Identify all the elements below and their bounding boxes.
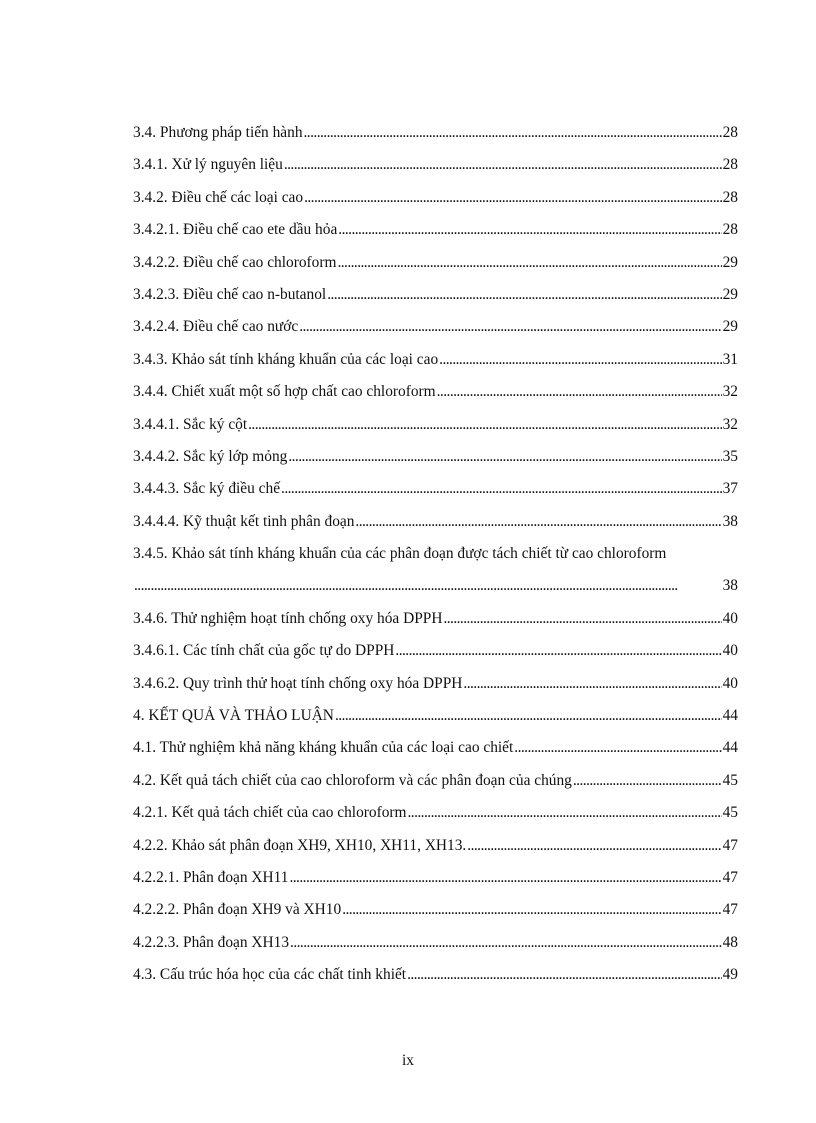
- toc-entry-page: 32: [722, 415, 738, 433]
- toc-leader-dots: [395, 635, 721, 667]
- toc-entry-page: 28: [722, 156, 738, 174]
- toc-entry[interactable]: [133, 668, 738, 700]
- toc-entry-label: 3.4.4.4. Kỹ thuật kết tinh phân đoạn: [133, 512, 355, 530]
- toc-entry[interactable]: [133, 311, 738, 343]
- toc-leader-dots: [281, 473, 722, 505]
- toc-entry-label: 4.2.2.1. Phân đoạn XH11: [133, 868, 289, 886]
- toc-entry-label: 3.4.6. Thử nghiệm hoạt tính chống oxy hóa DPPH: [133, 609, 443, 627]
- toc-entry-label: 4.3. Cấu trúc hóa học của các chất tinh khiết: [133, 966, 407, 984]
- toc-entry-label: 3.4.6.2. Quy trình thử hoạt tính chống oxy hóa DPPH: [133, 674, 463, 692]
- toc-entry-label: 4.2.1. Kết quả tách chiết của cao chloroform: [133, 804, 407, 822]
- toc-entry[interactable]: [133, 441, 738, 473]
- toc-entry-label: 3.4.2. Điều chế các loại cao: [133, 188, 304, 206]
- toc-leader-dots: [248, 409, 721, 441]
- toc-entry-label: 3.4.5. Khảo sát tính kháng khuẩn của các phân đoạn được tách chiết từ cao chloroform: [133, 545, 667, 563]
- toc-entry-page: 47: [722, 901, 738, 919]
- toc-entry-label: 3.4.2.4. Điều chế cao nước: [133, 318, 299, 336]
- toc-entry-label: 3.4.4.2. Sắc ký lớp mỏng: [133, 447, 288, 465]
- toc-leader-dots: [467, 830, 721, 862]
- toc-entry-page: 48: [722, 933, 738, 951]
- toc-entry[interactable]: [133, 247, 738, 279]
- toc-leader-dots: [338, 214, 721, 246]
- toc-leader-dots: [443, 603, 721, 635]
- toc-entry-label: 3.4. Phương pháp tiến hành: [133, 124, 303, 141]
- toc-entry[interactable]: [133, 797, 738, 829]
- toc-leader-dots: [342, 894, 721, 926]
- toc-leader-dots: [439, 344, 721, 376]
- toc-entry-label: 3.4.2.2. Điều chế cao chloroform: [133, 253, 337, 271]
- toc-leader-dots: [290, 927, 722, 959]
- toc-entry[interactable]: [133, 376, 738, 408]
- toc-entry-label: 3.4.4.3. Sắc ký điều chế: [133, 480, 281, 498]
- toc-entry[interactable]: [133, 927, 738, 959]
- toc-entry-page: 37: [722, 480, 738, 498]
- toc-entry-label: 4. KẾT QUẢ VÀ THẢO LUẬN: [133, 707, 334, 725]
- toc-entry[interactable]: [133, 149, 738, 181]
- toc-entry-page: 31: [722, 350, 738, 368]
- toc-entry-page: 32: [722, 383, 738, 401]
- toc-entry[interactable]: [133, 862, 738, 894]
- toc-leader-dots: [337, 247, 721, 279]
- toc-entry-page: 47: [722, 836, 738, 854]
- toc-entry-page: 49: [722, 966, 738, 984]
- toc-leader-dots: [288, 441, 721, 473]
- toc-entry[interactable]: [133, 635, 738, 667]
- toc-entry[interactable]: [133, 182, 738, 214]
- toc-entry-continuation[interactable]: [133, 570, 738, 602]
- toc-leader-dots: [284, 149, 722, 181]
- toc-leader-dots: [289, 862, 721, 894]
- toc-leader-dots: [514, 732, 721, 764]
- toc-entry-label: 3.4.3. Khảo sát tính kháng khuẩn của các loại cao: [133, 350, 439, 368]
- toc-entry-page: 45: [722, 771, 738, 789]
- toc-entry[interactable]: [133, 830, 738, 862]
- toc-entry-label: 3.4.2.3. Điều chế cao n-butanol: [133, 285, 327, 303]
- toc-entry-label: 4.1. Thử nghiệm khả năng kháng khuẩn của các loại cao chiết: [133, 739, 514, 757]
- toc-leader-dots: [408, 797, 722, 829]
- toc-leader-dots: [327, 279, 721, 311]
- toc-entry[interactable]: [133, 506, 738, 538]
- toc-entry[interactable]: [133, 603, 738, 635]
- toc-entry[interactable]: [133, 409, 738, 441]
- toc-leader-dots: [134, 570, 722, 602]
- toc-entry-page: 40: [722, 674, 738, 692]
- toc-entry-label: 4.2.2.2. Phân đoạn XH9 và XH10: [133, 901, 342, 919]
- page-number: ix: [402, 1052, 414, 1069]
- toc-entry[interactable]: [133, 765, 738, 797]
- toc-entry-page: 47: [722, 868, 738, 886]
- toc-entry-page: 29: [722, 253, 738, 271]
- toc-entry[interactable]: [133, 538, 738, 570]
- toc-entry[interactable]: [133, 344, 738, 376]
- toc-entry-page: 29: [722, 285, 738, 303]
- toc-entry-label: 4.2. Kết quả tách chiết của cao chloroform và các phân đoạn của chúng: [133, 771, 572, 789]
- toc-leader-dots: [355, 506, 721, 538]
- toc-entry[interactable]: [133, 700, 738, 732]
- toc-entry[interactable]: [133, 117, 738, 149]
- toc-leader-dots: [335, 700, 722, 732]
- toc-entry-page: 28: [722, 188, 738, 206]
- toc-entry-page: 38: [722, 577, 738, 595]
- toc-entry-label: 3.4.1. Xử lý nguyên liệu: [133, 156, 283, 174]
- toc-entry[interactable]: [133, 279, 738, 311]
- toc-entry-page: 44: [722, 707, 738, 725]
- toc-entry-label: 4.2.2. Khảo sát phân đoạn XH9, XH10, XH11, XH13.: [133, 836, 467, 854]
- toc-entry-label: 3.4.6.1. Các tính chất của gốc tự do DPPH: [133, 642, 395, 660]
- table-of-contents: [133, 117, 738, 992]
- toc-entry-page: 40: [722, 642, 738, 660]
- toc-entry-page: 45: [722, 804, 738, 822]
- toc-leader-dots: [304, 182, 722, 214]
- toc-entry[interactable]: [133, 959, 738, 991]
- toc-leader-dots: [437, 376, 722, 408]
- toc-entry-page: 28: [722, 124, 738, 141]
- toc-leader-dots: [463, 668, 721, 700]
- toc-entry-page: 40: [722, 609, 738, 627]
- toc-entry-label: 3.4.4.1. Sắc ký cột: [133, 415, 248, 433]
- toc-entry-page: 29: [722, 318, 738, 336]
- toc-entry[interactable]: [133, 732, 738, 764]
- toc-leader-dots: [304, 117, 722, 149]
- toc-leader-dots: [407, 959, 722, 991]
- toc-entry[interactable]: [133, 214, 738, 246]
- toc-entry-page: 35: [722, 447, 738, 465]
- toc-entry[interactable]: [133, 473, 738, 505]
- toc-entry-page: 44: [722, 739, 738, 757]
- toc-entry[interactable]: [133, 894, 738, 926]
- toc-entry-page: 38: [722, 512, 738, 530]
- toc-entry-label: 3.4.4. Chiết xuất một số hợp chất cao chloroform: [133, 383, 436, 401]
- toc-entry-label: 3.4.2.1. Điều chế cao ete dầu hỏa: [133, 221, 338, 239]
- toc-entry-label: 4.2.2.3. Phân đoạn XH13: [133, 933, 290, 951]
- toc-leader-dots: [573, 765, 722, 797]
- toc-entry-page: 28: [722, 221, 738, 239]
- toc-leader-dots: [299, 311, 721, 343]
